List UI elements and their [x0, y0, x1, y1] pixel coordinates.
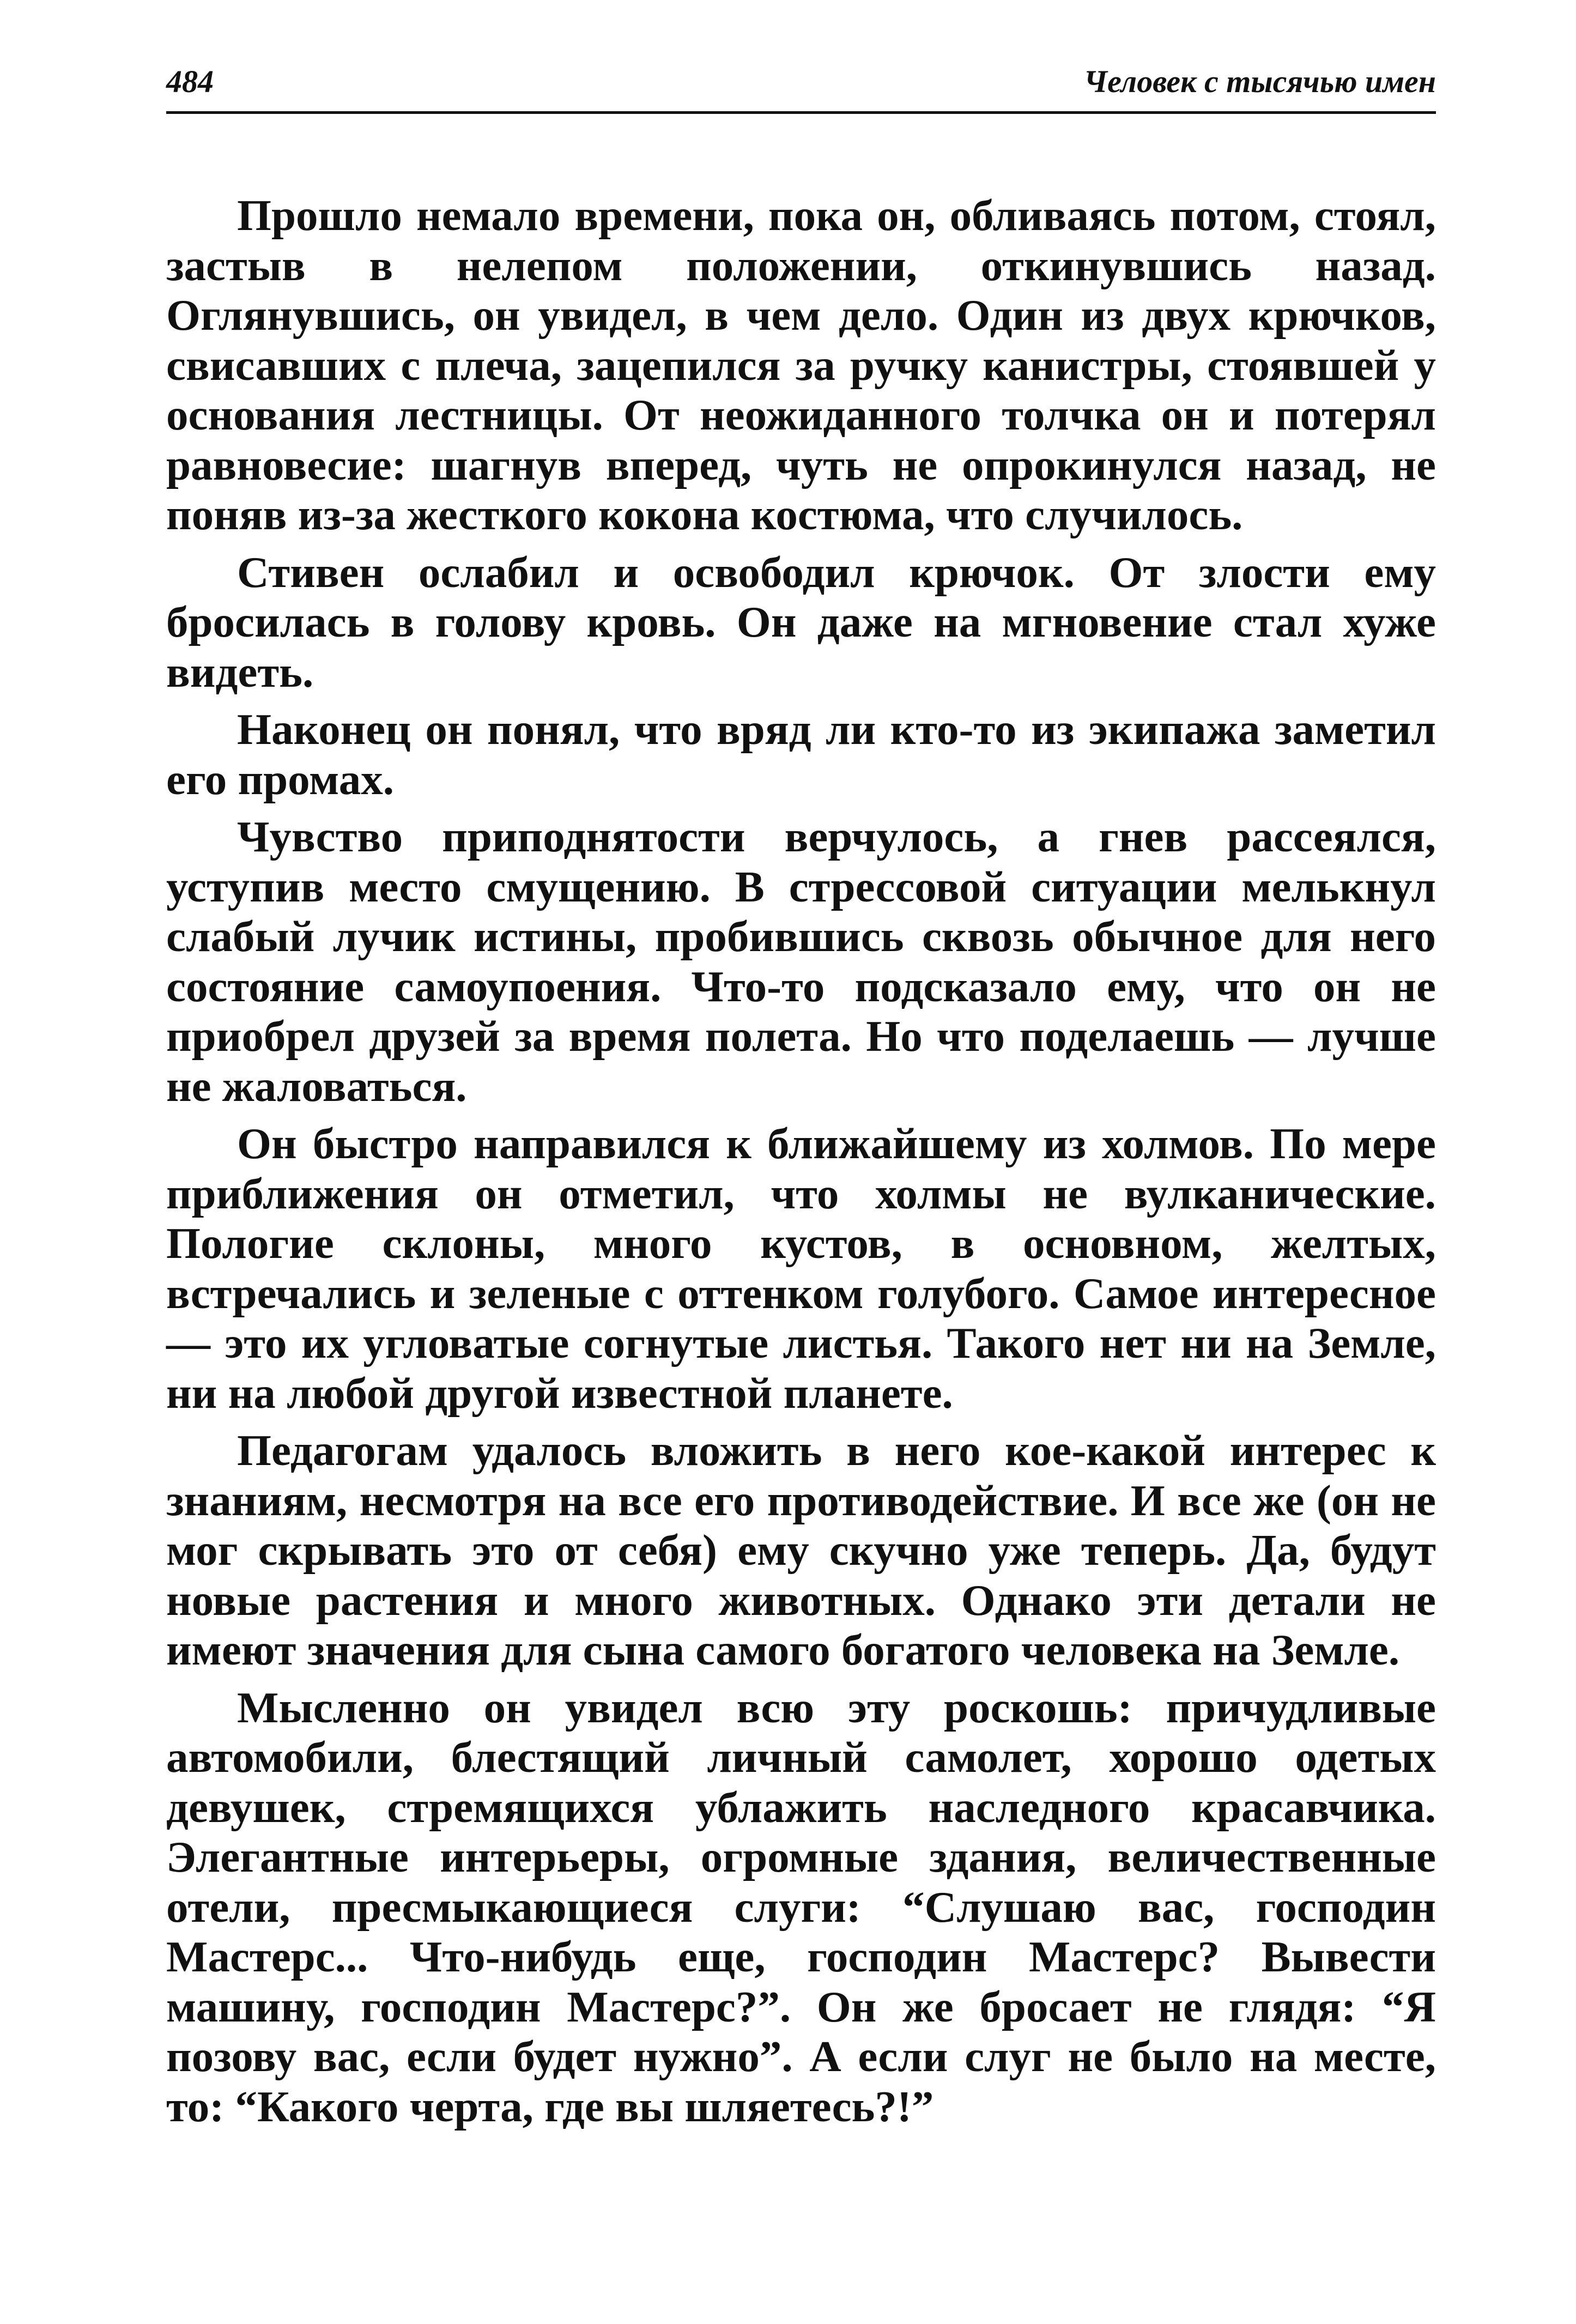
page-header — [166, 59, 1436, 114]
body-text — [166, 191, 1436, 2139]
paragraph: Он быстро направился к ближайшему из холмов. По мере приближения он отметил, что холмы не вулканические. Пологие склоны, много кустов, в основном, желтых, встречались и зеленые с оттенком голубого. Самое интересное — это их угловатые согнутые листья. Такого нет ни на Земле, ни на любой другой известной планете. — [166, 1119, 1436, 1418]
paragraph: Педагогам удалось вложить в него кое-какой интерес к знаниям, несмотря на все его противодействие. И все же (он не мог скрывать это от себя) ему скучно уже теперь. Да, будут новые растения и много животных. Однако эти детали не имеют значения для сына самого богатого человека на Земле. — [166, 1426, 1436, 1674]
paragraph: Наконец он понял, что вряд ли кто-то из экипажа заметил его промах. — [166, 705, 1436, 804]
paragraph: Стивен ослабил и освободил крючок. От злости ему бросилась в голову кровь. Он даже на мгновение стал хуже видеть. — [166, 547, 1436, 697]
page-number: 484 — [166, 64, 214, 99]
running-title: Человек с тысячью имен — [1083, 64, 1436, 99]
paragraph: Мысленно он увидел всю эту роскошь: причудливые автомобили, блестящий личный самолет, хорошо одетых девушек, стремящихся ублажить наследного красавчика. Элегантные интерьеры, огромные здания, величественные отели, пресмыкающиеся слуги: “Слушаю вас, господин Мастерс... Что-нибудь еще, господин Мастерс? Вывести машину, господин Мастерс?”. Он же бросает не глядя: “Я позову вас, если будет нужно”. А если слуг не было на месте, то: “Какого черта, где вы шляетесь?!” — [166, 1683, 1436, 2131]
paragraph: Прошло немало времени, пока он, обливаясь потом, стоял, застыв в нелепом положении, откинувшись назад. Оглянувшись, он увидел, в чем дело. Один из двух крючков, свисавших с плеча, зацепился за ручку канистры, стоявшей у основания лестницы. От неожиданного толчка он и потерял равновесие: шагнув вперед, чуть не опрокинулся назад, не поняв из-за жесткого кокона костюма, что случилось. — [166, 191, 1436, 539]
paragraph: Чувство приподнятости верчулось, а гнев рассеялся, уступив место смущению. В стрессовой ситуации мелькнул слабый лучик истины, пробившись сквозь обычное для него состояние самоупоения. Что-то подсказало ему, что он не приобрел друзей за время полета. Но что поделаешь — лучше не жаловаться. — [166, 812, 1436, 1111]
